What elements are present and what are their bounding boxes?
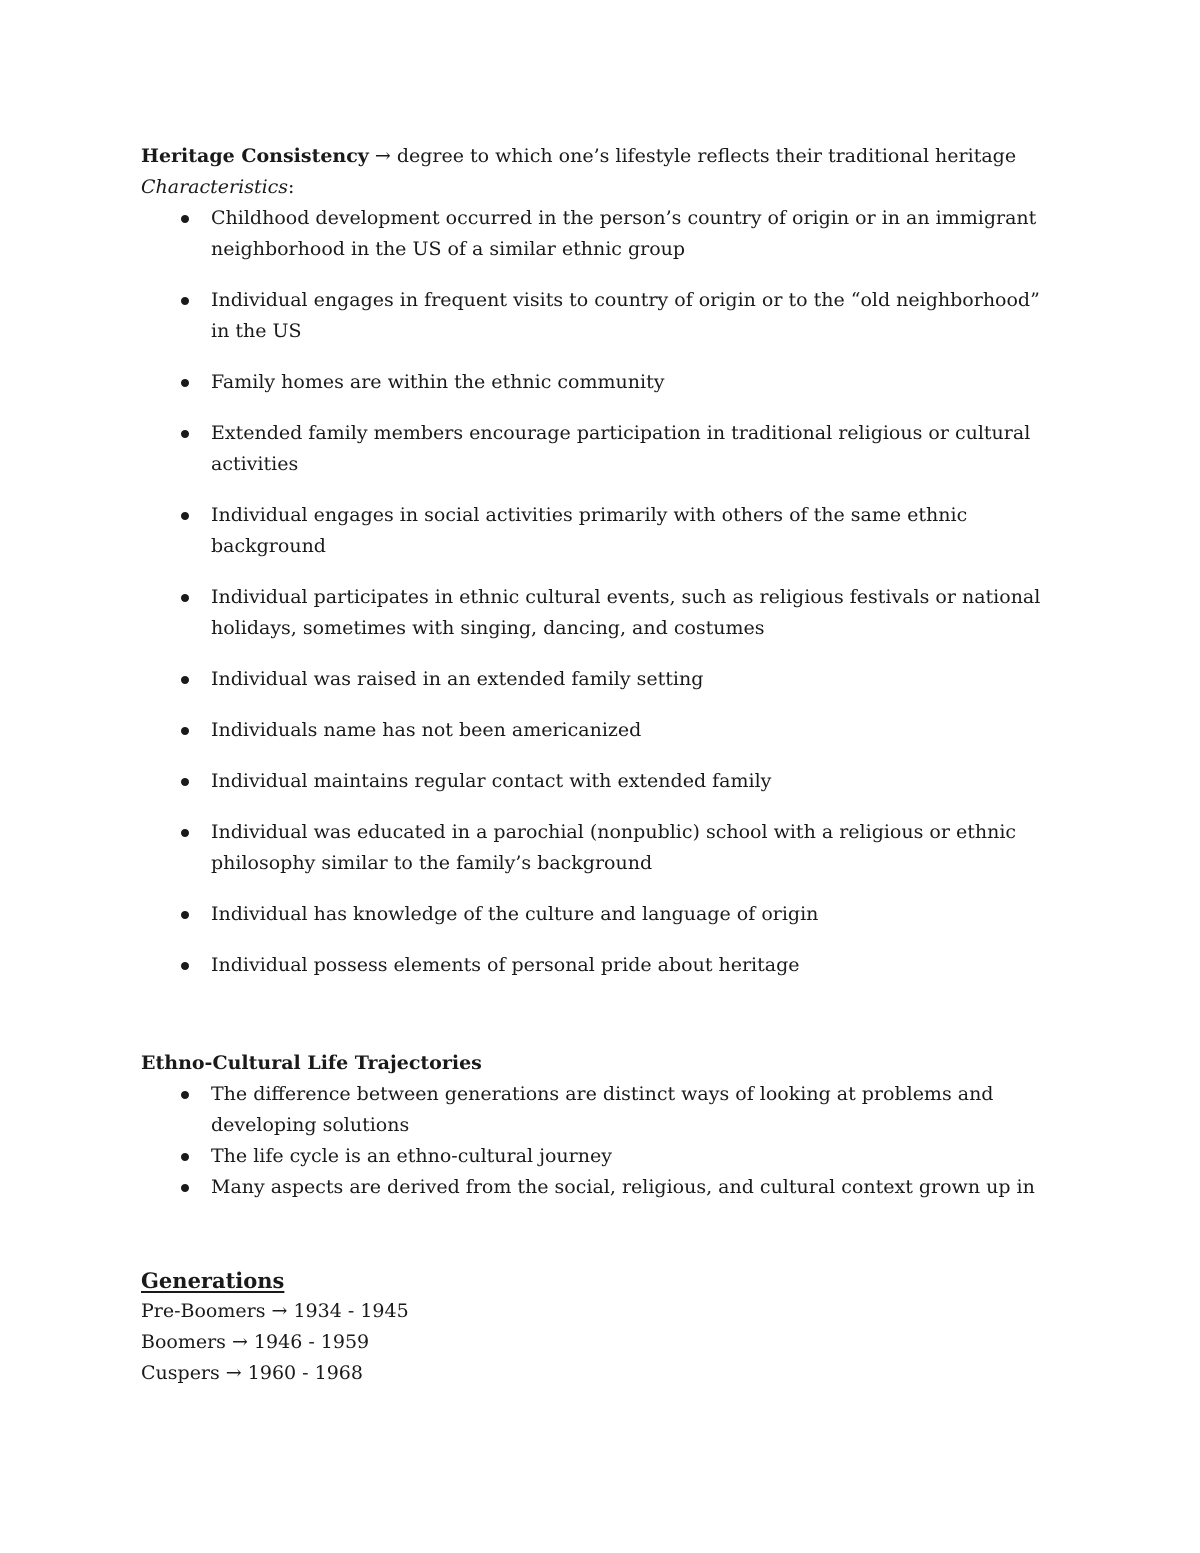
list-item: Extended family members encourage participation in traditional religious or cultural activities — [141, 418, 1061, 480]
section-spacer — [141, 1001, 1061, 1048]
section-spacer — [141, 1203, 1061, 1265]
list-item: Individual was educated in a parochial (nonpublic) school with a religious or ethnic philosophy similar to the family’s background — [141, 817, 1061, 879]
characteristics-label: Characteristics — [141, 176, 289, 198]
list-item: Individual engages in social activities primarily with others of the same ethnic background — [141, 500, 1061, 562]
heritage-heading-line — [141, 141, 1061, 172]
bullet-icon — [181, 676, 189, 684]
list-item: Many aspects are derived from the social, religious, and cultural context grown up in — [141, 1172, 1061, 1203]
list-item: Individuals name has not been americanized — [141, 715, 1061, 746]
trajectories-list — [141, 1079, 1061, 1203]
bullet-icon — [181, 215, 189, 223]
bullet-icon — [181, 379, 189, 387]
list-item: Individual engages in frequent visits to country of origin or to the “old neighborhood” in the US — [141, 285, 1061, 347]
characteristics-colon: : — [288, 176, 295, 198]
bullet-icon — [181, 911, 189, 919]
generation-row: Boomers → 1946 - 1959 — [141, 1331, 370, 1353]
generation-row: Cuspers → 1960 - 1968 — [141, 1362, 363, 1384]
trajectories-title: Ethno-Cultural Life Trajectories — [141, 1052, 482, 1074]
bullet-icon — [181, 297, 189, 305]
heritage-title: Heritage Consistency — [141, 145, 369, 167]
bullet-icon — [181, 430, 189, 438]
list-item: The life cycle is an ethno-cultural journey — [141, 1141, 1061, 1172]
list-item: The difference between generations are distinct ways of looking at problems and developing solutions — [141, 1079, 1061, 1141]
generation-row: Pre-Boomers → 1934 - 1945 — [141, 1300, 409, 1322]
bullet-icon — [181, 1153, 189, 1161]
bullet-icon — [181, 1184, 189, 1192]
bullet-icon — [181, 727, 189, 735]
list-item: Individual participates in ethnic cultural events, such as religious festivals or national holidays, sometimes with singing, dancing, and costumes — [141, 582, 1061, 644]
list-item: Childhood development occurred in the person’s country of origin or in an immigrant neighborhood in the US of a similar ethnic group — [141, 203, 1061, 265]
document-content — [141, 141, 1061, 1389]
bullet-icon — [181, 962, 189, 970]
bullet-icon — [181, 512, 189, 520]
list-item: Individual possess elements of personal pride about heritage — [141, 950, 1061, 981]
list-item: Individual has knowledge of the culture and language of origin — [141, 899, 1061, 930]
heritage-definition: → degree to which one’s lifestyle reflects their traditional heritage — [374, 145, 1017, 167]
characteristics-line — [141, 172, 1061, 203]
bullet-icon — [181, 778, 189, 786]
list-item: Individual was raised in an extended family setting — [141, 664, 1061, 695]
bullet-icon — [181, 829, 189, 837]
generations-title: Generations — [141, 1268, 285, 1293]
bullet-icon — [181, 1091, 189, 1099]
bullet-icon — [181, 594, 189, 602]
list-item: Individual maintains regular contact with extended family — [141, 766, 1061, 797]
list-item: Family homes are within the ethnic community — [141, 367, 1061, 398]
heritage-characteristics-list — [141, 203, 1061, 981]
